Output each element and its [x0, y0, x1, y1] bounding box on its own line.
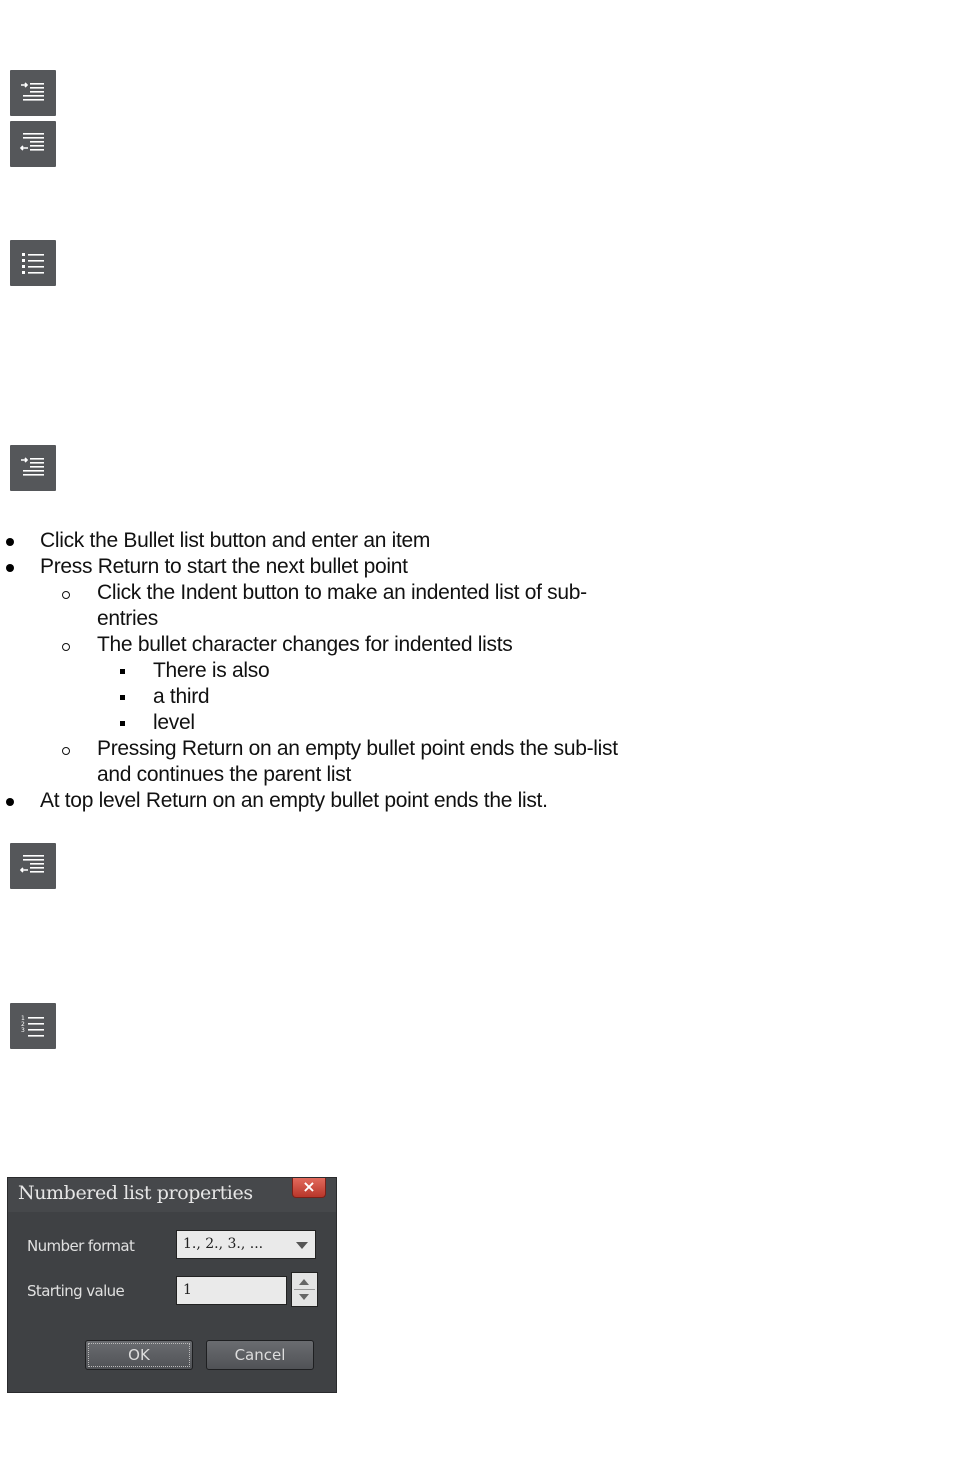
spinner-divider — [294, 1289, 315, 1290]
bullet-list-button[interactable] — [10, 240, 56, 286]
ok-button[interactable]: OK — [85, 1340, 193, 1370]
spin-up-icon[interactable] — [299, 1279, 309, 1285]
indent-icon — [10, 70, 56, 116]
numbered-list-icon — [10, 1003, 56, 1049]
list-item: a third — [0, 684, 620, 710]
list-item: Press Return to start the next bullet point — [0, 554, 620, 580]
indent-button-2[interactable] — [10, 445, 56, 491]
bullet-circle — [62, 747, 70, 755]
bullet-circle — [62, 591, 70, 599]
number-format-value: 1., 2., 3., ... — [183, 1236, 264, 1252]
unindent-icon — [10, 843, 56, 889]
bullet-square — [120, 721, 125, 726]
spin-down-icon[interactable] — [299, 1294, 309, 1300]
close-button[interactable] — [292, 1178, 326, 1198]
bullet-disc — [6, 798, 14, 806]
svg-text:1: 1 — [21, 1015, 25, 1022]
starting-value-label: Starting value — [27, 1282, 125, 1300]
starting-value: 1 — [183, 1282, 192, 1298]
bullet-square — [120, 695, 125, 700]
starting-value-input[interactable] — [176, 1276, 287, 1305]
unindent-button[interactable] — [10, 121, 56, 167]
number-format-label: Number format — [27, 1237, 135, 1255]
dialog-title: Numbered list properties — [18, 1182, 253, 1204]
number-format-select[interactable] — [176, 1230, 316, 1259]
list-item: The bullet character changes for indented lists — [0, 632, 620, 658]
indent-icon — [10, 445, 56, 491]
indent-button[interactable] — [10, 70, 56, 116]
bullet-list-sample — [0, 528, 620, 814]
bullet-disc — [6, 564, 14, 572]
dialog-body — [8, 1212, 336, 1392]
bullet-disc — [6, 538, 14, 546]
close-icon: × — [302, 1177, 316, 1196]
svg-text:2: 2 — [21, 1021, 25, 1028]
svg-text:3: 3 — [21, 1027, 25, 1034]
chevron-down-icon — [296, 1242, 308, 1249]
list-item: Click the Indent button to make an indented list of sub-entries — [0, 580, 620, 632]
list-item: There is also — [0, 658, 620, 684]
list-item: At top level Return on an empty bullet point ends the list. — [0, 788, 620, 814]
numbered-list-properties-dialog — [7, 1177, 337, 1393]
cancel-button[interactable]: Cancel — [206, 1340, 314, 1370]
unindent-button-2[interactable] — [10, 843, 56, 889]
starting-value-spinner[interactable] — [291, 1272, 318, 1307]
list-item: level — [0, 710, 620, 736]
unindent-icon — [10, 121, 56, 167]
bullet-circle — [62, 643, 70, 651]
bullet-list-icon — [10, 240, 56, 286]
numbered-list-button[interactable] — [10, 1003, 56, 1049]
bullet-square — [120, 669, 125, 674]
list-item: Click the Bullet list button and enter an item — [0, 528, 620, 554]
list-item: Pressing Return on an empty bullet point ends the sub-list and continues the parent list — [0, 736, 620, 788]
